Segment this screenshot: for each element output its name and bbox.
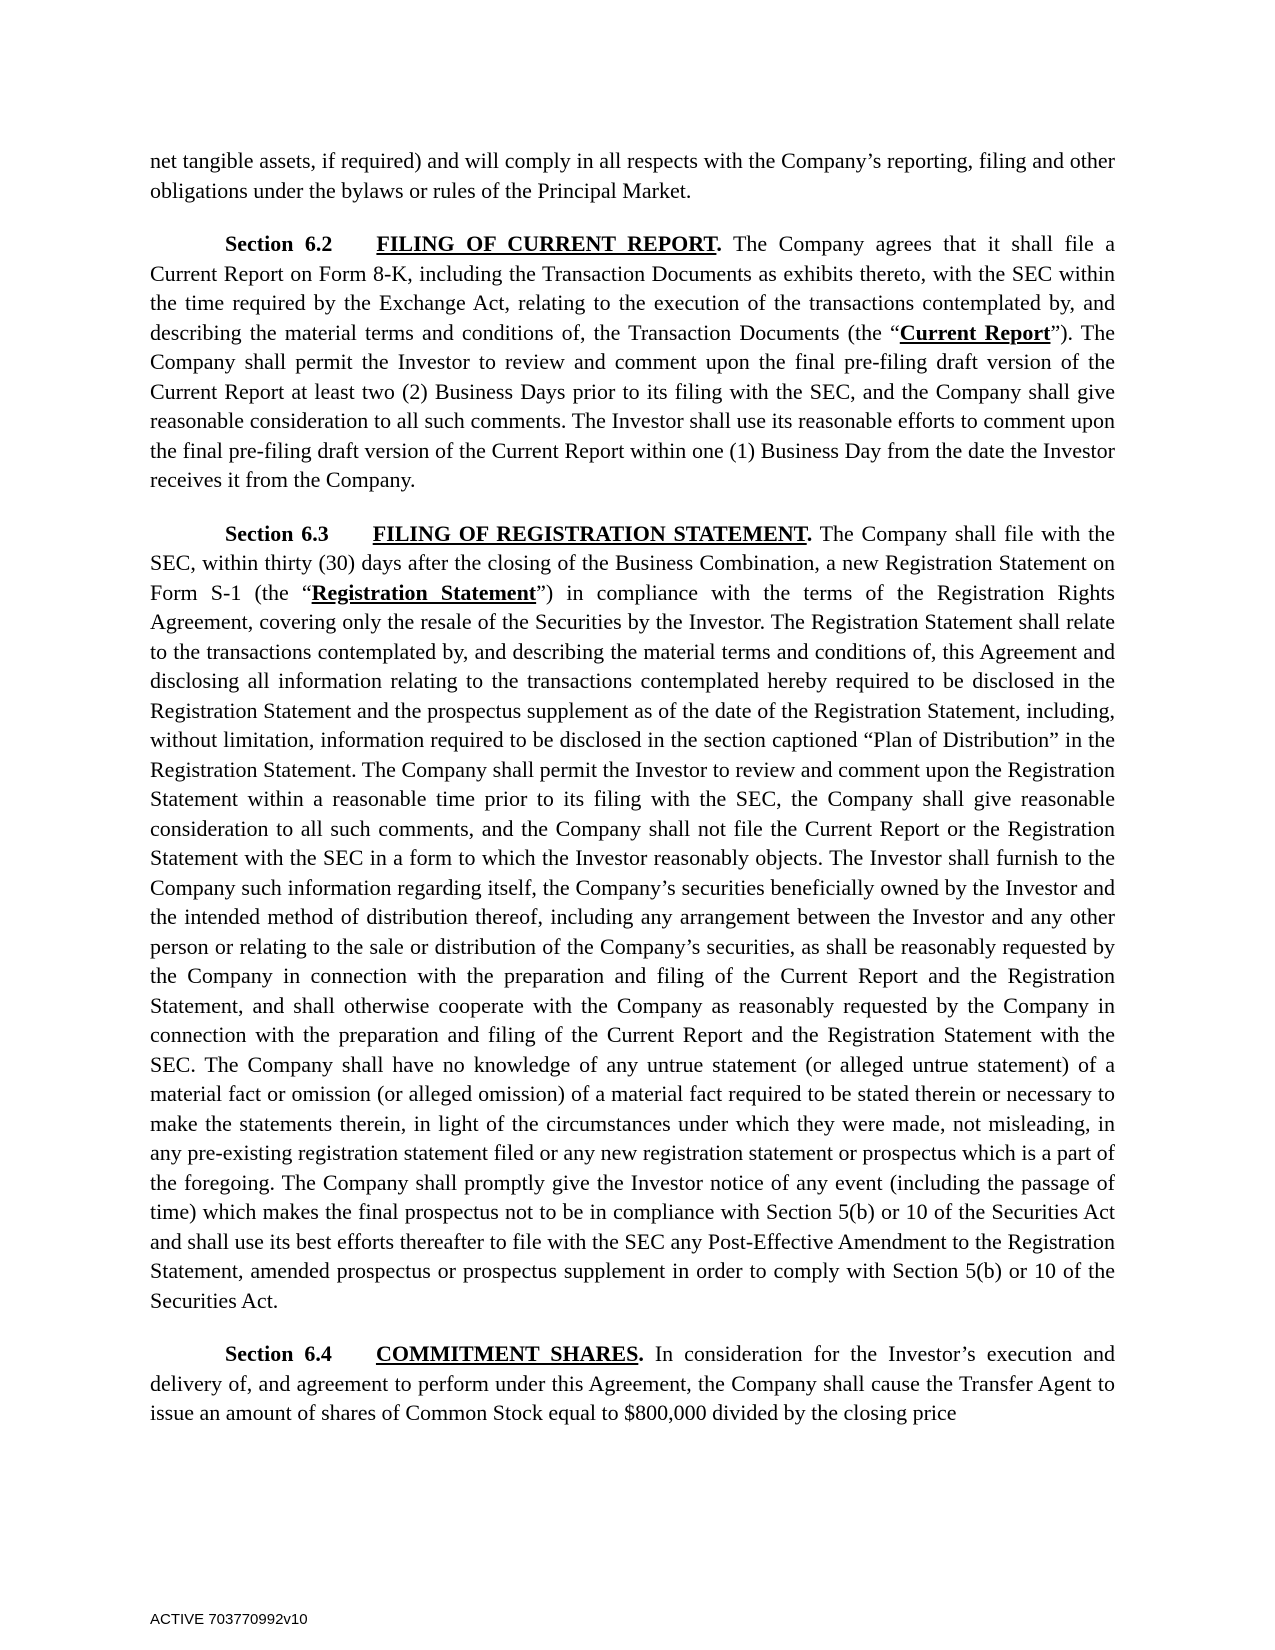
- document-body: [150, 146, 1115, 1452]
- paragraph-continuation: [150, 146, 1115, 205]
- defined-term-current-report: Current Report: [899, 319, 1051, 345]
- section-number: Section 6.3: [225, 520, 329, 546]
- section-6-3: [150, 519, 1115, 1316]
- section-title: FILING OF REGISTRATION STATEMENT: [372, 520, 807, 546]
- section-title-period: .: [638, 1341, 644, 1366]
- section-title: FILING OF CURRENT REPORT: [376, 231, 717, 256]
- section-text-cont: ”). The Company shall permit the Investor to review and comment upon the final pre-filing draft version of the Current Report at least two (2) Business Days prior to its filing with the SEC, and the Company shall give reasonable consideration to all such comments. The Investor shall use its reasonable efforts to comment upon the final pre-filing draft version of the Current Report within one (1) Business Day from the date the Investor receives it from the Company.: [150, 319, 1115, 492]
- section-text: The Company shall file with the SEC, within thirty (30) days after the closing of the Business Combination, a new Registration Statement on Form S-1 (the “: [150, 520, 1115, 605]
- section-number: Section 6.2: [225, 231, 333, 256]
- section-text: In consideration for the Investor’s execution and delivery of, and agreement to perform under this Agreement, the Company shall cause the Transfer Agent to issue an amount of shares of Common Stock equal to $800,000 divided by the closing price: [150, 1341, 1115, 1425]
- defined-term-registration-statement: Registration Statement: [311, 579, 537, 605]
- section-title: COMMITMENT SHARES: [375, 1341, 639, 1366]
- paragraph-text: net tangible assets, if required) and will comply in all respects with the Company’s reporting, filing and other obligations under the bylaws or rules of the Principal Market.: [150, 148, 1115, 203]
- section-6-2: [150, 229, 1115, 495]
- section-6-4: [150, 1339, 1115, 1428]
- section-text-cont: ”) in compliance with the terms of the Registration Rights Agreement, covering only the resale of the Securities by the Investor. The Registration Statement shall relate to the transactions contemplated by, and describing the material terms and conditions of, this Agreement and disclosing all information relating to the transactions contemplated hereby required to be disclosed in the Registration Statement and the prospectus supplement as of the date of the Registration Statement, including, without limitation, information required to be disclosed in the section captioned “Plan of Distribution” in the Registration Statement. The Company shall permit the Investor to review and comment upon the Registration Statement within a reasonable time prior to its filing with the SEC, the Company shall give reasonable consideration to all such comments, and the Company shall not file the Current Report or the Registration Statement with the SEC in a form to which the Investor reasonably objects. The Investor shall furnish to the Company such information regarding itself, the Company’s securities beneficially owned by the Investor and the intended method of distribution thereof, including any arrangement between the Investor and any other person or relating to the sale or distribution of the Company’s securities, as shall be reasonably requested by the Company in connection with the preparation and filing of the Current Report and the Registration Statement, and shall otherwise cooperate with the Company as reasonably requested by the Company in connection with the preparation and filing of the Current Report and the Registration Statement with the SEC. The Company shall have no knowledge of any untrue statement (or alleged untrue statement) of a material fact or omission (or alleged omission) of a material fact required to be stated therein or necessary to make the statements therein, in light of the circumstances under which they were made, not misleading, in any pre-existing registration statement filed or any new registration statement or prospectus which is a part of the foregoing. The Company shall promptly give the Investor notice of any event (including the passage of time) which makes the final prospectus not to be in compliance with Section 5(b) or 10 of the Securities Act and shall use its best efforts thereafter to file with the SEC any Post-Effective Amendment to the Registration Statement, amended prospectus or prospectus supplement in order to comply with Section 5(b) or 10 of the Securities Act.: [150, 579, 1115, 1313]
- footer-doc-id: ACTIVE 703770992v10: [150, 1611, 308, 1628]
- section-text: The Company agrees that it shall file a Current Report on Form 8-K, including the Transaction Documents as exhibits thereto, with the SEC within the time required by the Exchange Act, relating to the execution of the transactions contemplated by, and describing the material terms and conditions of, the Transaction Documents (the “: [150, 231, 1115, 345]
- section-title-period: .: [806, 520, 813, 546]
- section-number: Section 6.4: [225, 1341, 332, 1366]
- section-title-period: .: [716, 231, 722, 256]
